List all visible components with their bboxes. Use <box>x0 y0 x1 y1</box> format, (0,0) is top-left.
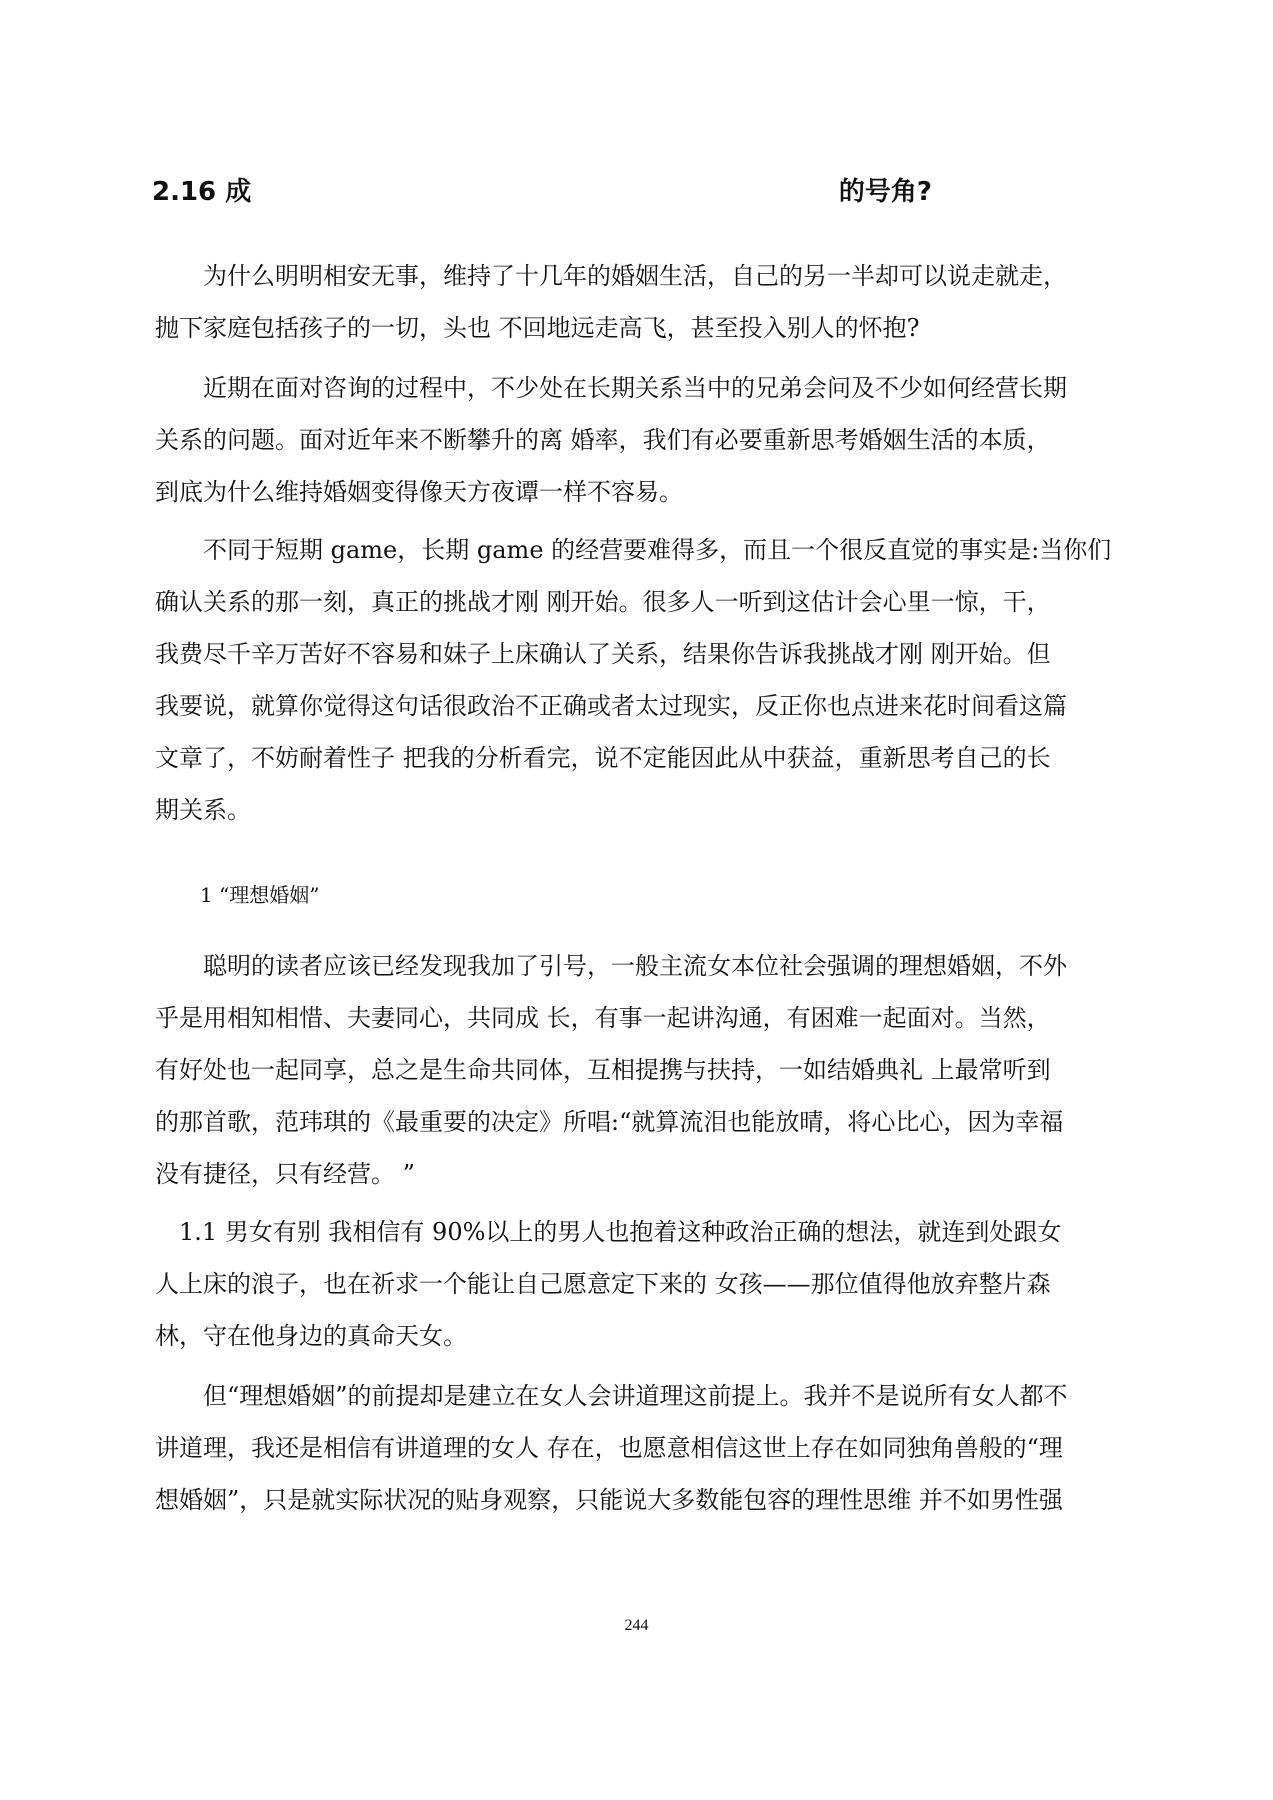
paragraph-line: 想婚姻”，只是就实际状况的贴身观察，只能说大多数能包容的理性思维 并不如男性强 <box>155 1486 1063 1514</box>
paragraph-line: 有好处也一起同享，总之是生命共同体，互相提携与扶持，一如结婚典礼 上最常听到 <box>155 1056 1051 1084</box>
paragraph-line: 1.1 男女有别 我相信有 90%以上的男人也抱着这种政治正确的想法，就连到处跟女 <box>155 1218 1062 1246</box>
section-heading <box>152 172 932 212</box>
paragraph-3 <box>155 524 1118 836</box>
paragraph-line: 到底为什么维持婚姻变得像天方夜谭一样不容易。 <box>155 478 683 506</box>
paragraph-line: 聪明的读者应该已经发现我加了引号，一般主流女本位社会强调的理想婚姻，不外 <box>155 952 1067 980</box>
paragraph-line: 讲道理，我还是相信有讲道理的女人 存在，也愿意相信这世上存在如同独角兽般的“理 <box>155 1434 1063 1462</box>
paragraph-line: 我费尽千辛万苦好不容易和妹子上床确认了关系，结果你告诉我挑战才刚 刚开始。但 <box>155 640 1051 668</box>
paragraph-line: 没有捷径，只有经营。 ” <box>155 1160 415 1188</box>
paragraph-1 <box>155 250 1118 354</box>
paragraph-line: 不同于短期 game，长期 game 的经营要难得多，而且一个很反直觉的事实是:当你们 <box>155 536 1112 564</box>
section-heading-left: 2.16 成 <box>152 177 252 207</box>
paragraph-line: 近期在面对咨询的过程中，不少处在长期关系当中的兄弟会问及不少如何经营长期 <box>155 374 1067 402</box>
paragraph-line: 为什么明明相安无事，维持了十几年的婚姻生活，自己的另一半却可以说走就走， <box>155 262 1067 290</box>
paragraph-line: 乎是用相知相惜、夫妻同心，共同成 长，有事一起讲沟通，有困难一起面对。当然， <box>155 1004 1051 1032</box>
paragraph-line: 但“理想婚姻”的前提却是建立在女人会讲道理这前提上。我并不是说所有女人都不 <box>155 1382 1068 1410</box>
paragraph-line: 我要说，就算你觉得这句话很政治不正确或者太过现实，反正你也点进来花时间看这篇 <box>155 692 1067 720</box>
subsection-title: 1 “理想婚姻” <box>200 883 320 907</box>
paragraph-6 <box>155 1370 1118 1526</box>
paragraph-line: 人上床的浪子，也在祈求一个能让自己愿意定下来的 女孩——那位值得他放弃整片森 <box>155 1270 1051 1298</box>
paragraph-5 <box>155 1206 1118 1362</box>
paragraph-line: 关系的问题。面对近年来不断攀升的离 婚率，我们有必要重新思考婚姻生活的本质， <box>155 426 1051 454</box>
section-heading-right: 的号角? <box>838 177 932 207</box>
paragraph-4 <box>155 940 1118 1200</box>
page-number: 244 <box>624 1617 649 1634</box>
paragraph-line: 林，守在他身边的真命天女。 <box>155 1322 467 1350</box>
paragraph-2 <box>155 362 1118 518</box>
paragraph-line: 期关系。 <box>155 796 251 824</box>
paragraph-line: 文章了，不妨耐着性子 把我的分析看完，说不定能因此从中获益，重新思考自己的长 <box>155 744 1051 772</box>
paragraph-line: 抛下家庭包括孩子的一切，头也 不回地远走高飞，甚至投入别人的怀抱? <box>155 314 920 342</box>
paragraph-line: 的那首歌，范玮琪的《最重要的决定》所唱:“就算流泪也能放晴，将心比心，因为幸福 <box>155 1108 1064 1136</box>
paragraph-line: 确认关系的那一刻，真正的挑战才刚 刚开始。很多人一听到这估计会心里一惊，干， <box>155 588 1051 616</box>
